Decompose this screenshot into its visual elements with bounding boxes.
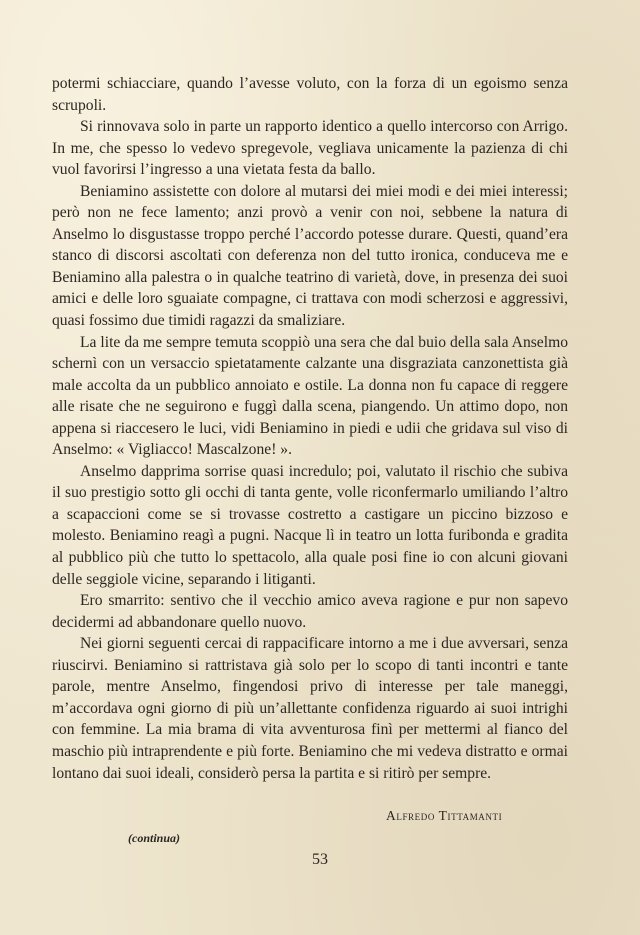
continued-note: (continua)	[128, 831, 181, 845]
paragraph-7: Nei giorni seguenti cercai di rappacificare intorno a me i due avversari, senza riuscirvi. Beniamino si rattristava già solo per lo scopo di tanti incontri e tante parole, mentre Anselmo, fingendosi privo di interesse per tale maneggi, m’accordava ogni giorno di più un’allettante confidenza riguardo ai suoi intrighi con femmine. La mia brama di vita avventurosa finì per mettermi al fianco del maschio più intraprendente e più forte. Beniamino che mi vedeva distratto e ormai lontano dai suoi ideali, considerò persa la partita e si ritirò per sempre.	[52, 635, 568, 782]
author-signature: Alfredo Tittamanti	[386, 808, 503, 823]
article-body	[52, 73, 568, 784]
paragraph-5: Anselmo dapprima sorrise quasi incredulo; poi, valutato il rischio che subiva il suo prestigio sotto gli occhi di tanta gente, volle riconfermarlo umiliando l’altro a scapaccioni come se si trovasse costretto a castigare un piccino bizzoso e molesto. Beniamino reagì a pugni. Nacque lì in teatro un lotta furibonda e gradita al pubblico più che tutto lo spettacolo, alla quale posi fine io con alcuni giovani delle seggiole vicine, separando i litiganti.	[52, 462, 568, 588]
paragraph-6: Ero smarrito: sentivo che il vecchio amico aveva ragione e pur non sapevo decidermi ad abbandonare quello nuovo.	[52, 592, 568, 631]
paragraph-1: potermi schiacciare, quando l’avesse voluto, con la forza di un egoismo senza scrupoli.	[52, 75, 568, 114]
paragraph-4: La lite da me sempre temuta scoppiò una sera che dal buio della sala Anselmo schernì con un versaccio spietatamente calzante una disgraziata canzonettista già male accolta da un pubblico annoiato e ostile. La donna non fu capace di reggere alle risate che ne seguirono e fuggì dalla scena, piangendo. Un attimo dopo, non appena si riaccesero le luci, vidi Beniamino in piedi e udii che gridava sul viso di Anselmo: « Vigliacco! Mascalzone! ».	[52, 333, 568, 459]
paragraph-3: Beniamino assistette con dolore al mutarsi dei miei modi e dei miei interessi; però non ne fece lamento; anzi provò a venir con noi, sebbene la natura di Anselmo lo disgustasse troppo perché l’accordo potesse durare. Questi, quand’era stanco di discorsi ascoltati con deferenza non del tutto ironica, conduceva me e Beniamino alla palestra o in qualche teatrino di varietà, dove, in presenza dei suoi amici e delle loro sguaiate compagne, ci trattava con modi scherzosi e aggressivi, quasi fossimo due timidi ragazzi da smaliziare.	[52, 182, 568, 330]
paragraph-2: Si rinnovava solo in parte un rapporto identico a quello intercorso con Arrigo. In me, che spesso lo vedevo spregevole, vegliava unicamente la pazienza di chi vuol favorirsi l’ingresso a una vietata festa da ballo.	[52, 118, 568, 179]
page-number: 53	[312, 851, 328, 868]
